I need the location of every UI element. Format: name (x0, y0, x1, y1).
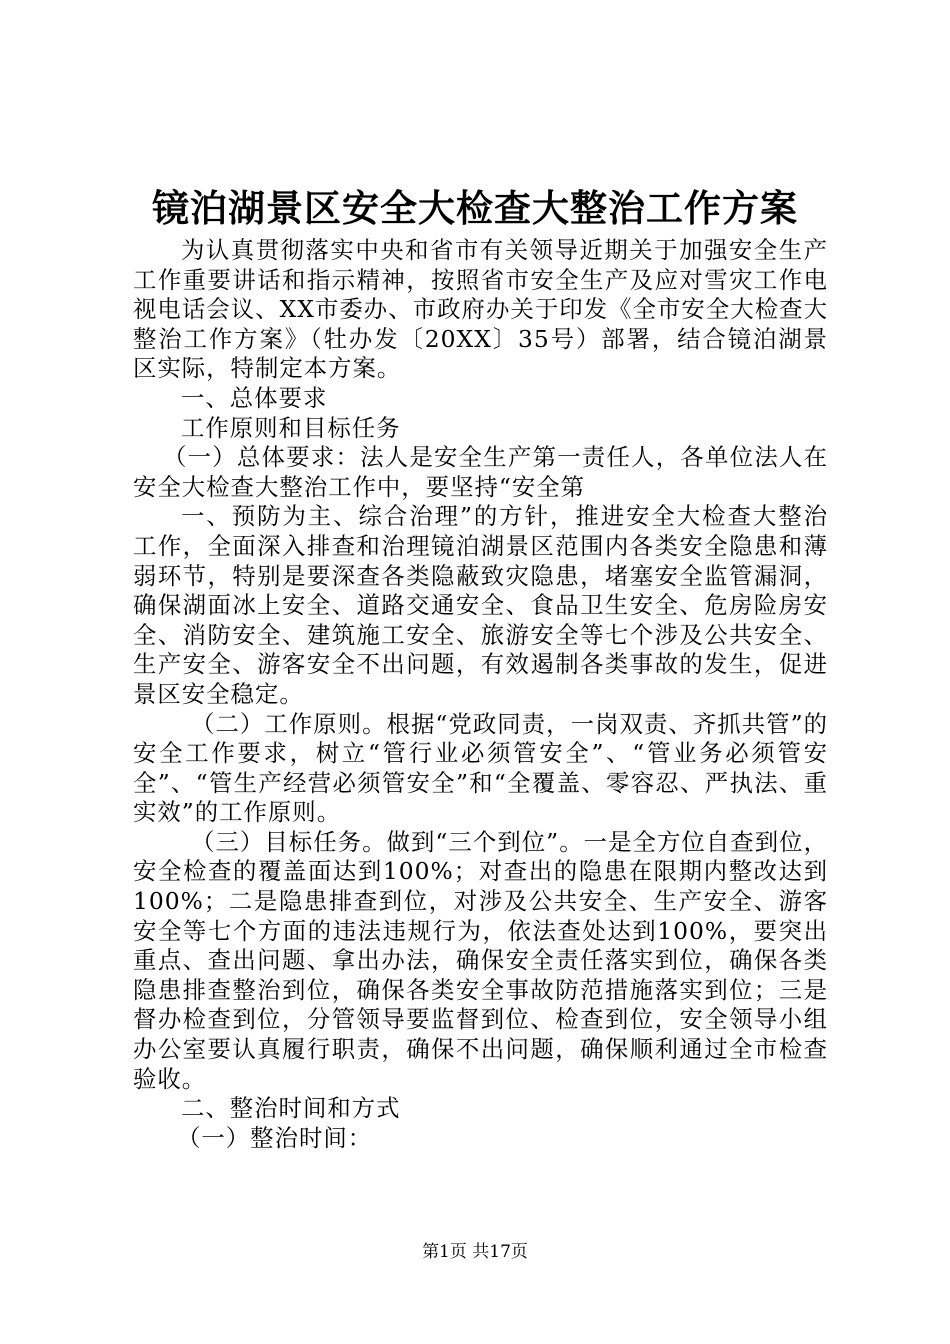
document-body (133, 236, 828, 1153)
paragraph-general-requirements: （一）总体要求：法人是安全生产第一责任人，各单位法人在安全大检查大整治工作中，要坚持“安全第 (133, 443, 828, 501)
subheading-principles-and-goals: 工作原则和目标任务 (181, 413, 401, 442)
paragraph-work-principles: （二）工作原则。根据“党政同责，一岗双责、齐抓共管”的安全工作要求，树立“管行业必须管安全”、“管业务必须管安全”、“管生产经营必须管安全”和“全覆盖、零容忍、严执法、重实效”的工作原则。 (133, 709, 828, 827)
document-title: 镜泊湖景区安全大检查大整治工作方案 (152, 186, 798, 230)
paragraph-intro: 为认真贯彻落实中央和省市有关领导近期关于加强安全生产工作重要讲话和指示精神，按照省市安全生产及应对雪灾工作电视电话会议、XX市委办、市政府办关于印发《全市安全大检查大整治工作方案》（牡办发〔20XX〕35号）部署，结合镜泊湖景区实际，特制定本方案。 (133, 236, 828, 383)
subheading-rectification-time: （一）整治时间： (177, 1123, 373, 1152)
paragraph-prevention-policy: 一、预防为主、综合治理”的方针，推进安全大检查大整治工作，全面深入排查和治理镜泊湖景区范围内各类安全隐患和薄弱环节，特别是要深查各类隐蔽致灾隐患，堵塞安全监管漏洞，确保湖面冰上安全、道路交通安全、食品卫生安全、危房险房安全、消防安全、建筑施工安全、旅游安全等七个涉及公共安全、生产安全、游客安全不出问题，有效遏制各类事故的发生，促进景区安全稳定。 (133, 502, 828, 708)
page-number: 第1页 共17页 (422, 1242, 528, 1262)
section-heading-timing-and-method: 二、整治时间和方式 (181, 1094, 401, 1123)
section-heading-general-requirements: 一、总体要求 (181, 383, 328, 412)
paragraph-target-tasks: （三）目标任务。做到“三个到位”。一是全方位自查到位，安全检查的覆盖面达到100%；对查出的隐患在限期内整改达到100%；二是隐患排查到位，对涉及公共安全、生产安全、游客安全等七个方面的违法违规行为，依法查处达到100%，要突出重点、查出问题、拿出办法，确保安全责任落实到位，确保各类隐患排查整治到位，确保各类安全事故防范措施落实到位；三是督办检查到位，分管领导要监督到位、检查到位，安全领导小组办公室要认真履行职责，确保不出问题，确保顺利通过全市检查验收。 (133, 827, 828, 1093)
